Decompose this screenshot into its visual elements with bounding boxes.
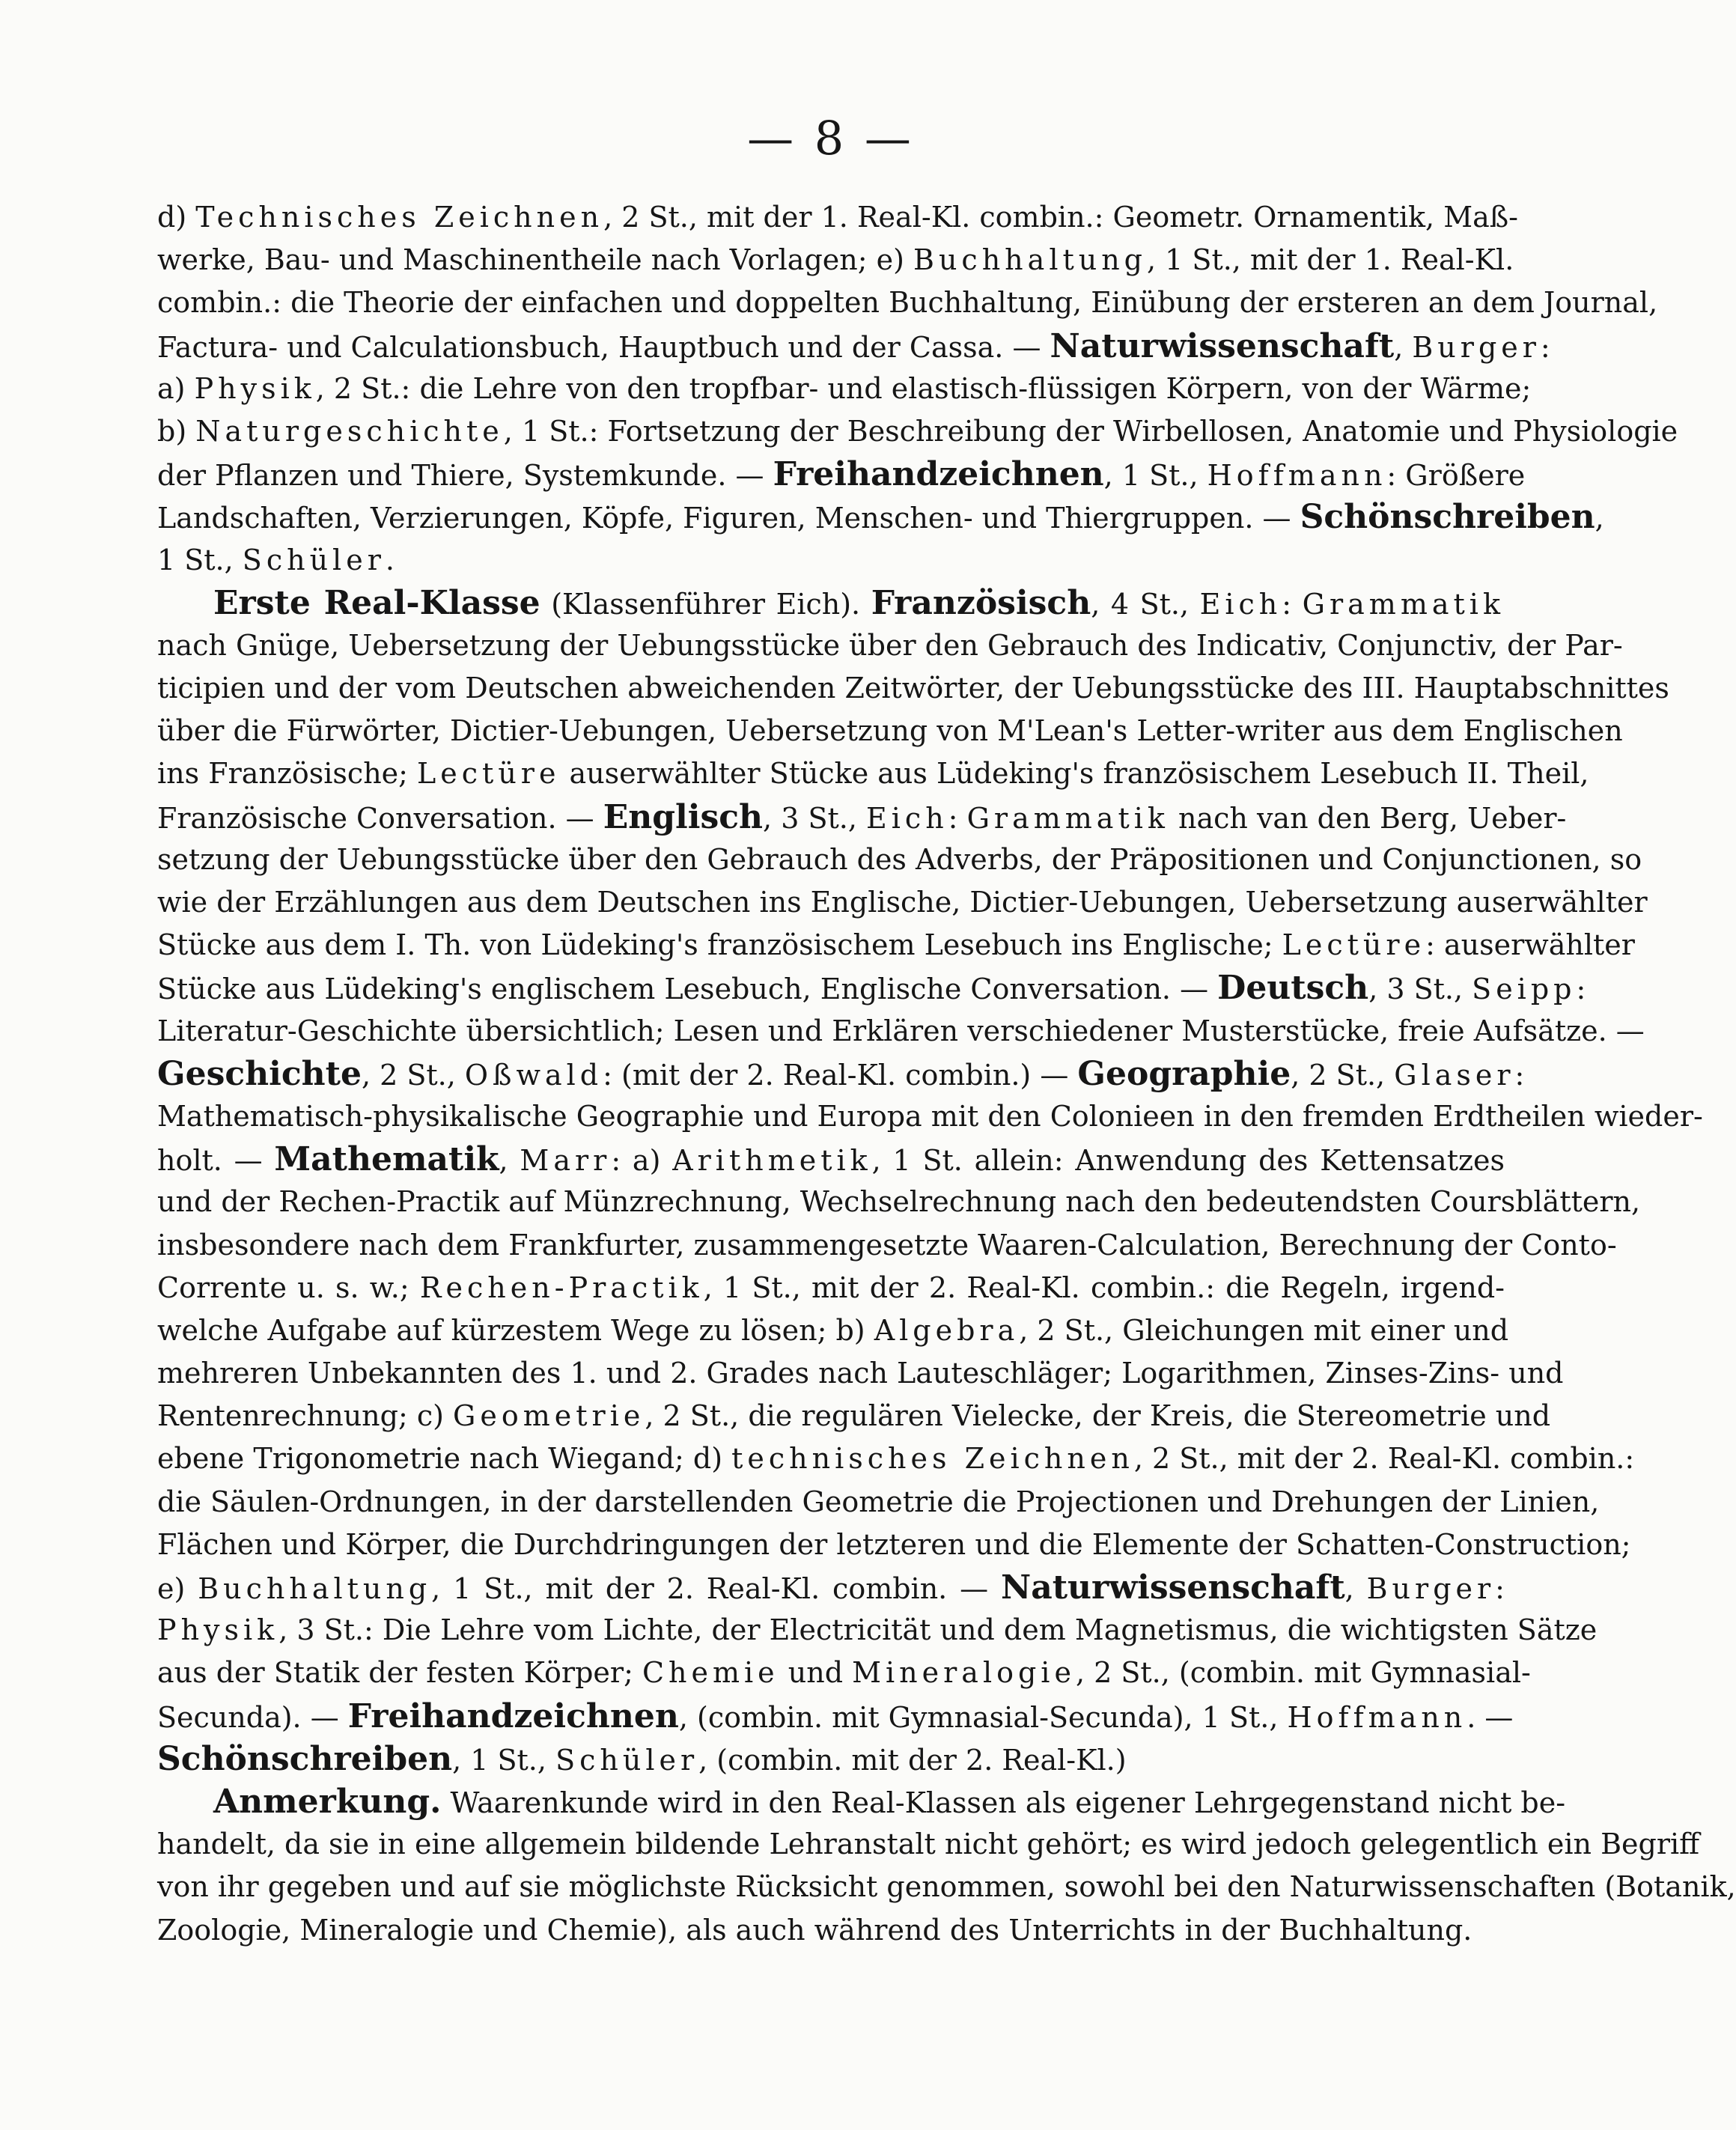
subject-heading: Englisch	[603, 797, 764, 836]
text-line	[157, 1866, 1736, 1908]
text-segment: , 1 St., mit der 1. Real-Kl.	[1147, 243, 1514, 277]
text-line	[157, 881, 1648, 924]
subject-heading: Französisch	[871, 583, 1091, 622]
text-segment: der Pflanzen und Thiere, Systemkunde. —	[157, 459, 773, 493]
text-segment: , 2 St.: die Lehre von den tropfbar- und elastisch-flüssigen Körpern, von der Wärme;	[315, 371, 1532, 405]
spaced-term: Physik	[157, 1613, 279, 1647]
text-line	[157, 1352, 1564, 1395]
text-segment: Französische Conversation. —	[157, 801, 603, 835]
text-line	[157, 1780, 1566, 1823]
text-segment: : Größere	[1386, 459, 1526, 493]
subject-heading: Erste Real-Klasse	[213, 583, 540, 622]
text-segment: , 2 St., die regulären Vielecke, der Kreis, die Stereometrie und	[645, 1399, 1551, 1433]
text-segment: , 1 St.: Fortsetzung der Beschreibung der Wirbellosen, Anatomie und Physiologie	[503, 414, 1678, 448]
text-segment: nach van den Berg, Ueber-	[1169, 801, 1567, 835]
text-segment: auserwählter Stücke aus Lüdeking's französischem Lesebuch II. Theil,	[560, 757, 1589, 791]
text-segment: Literatur-Geschichte übersichtlich; Lesen und Erklären verschiedener Musterstücke, freie Aufsätze. —	[157, 1014, 1645, 1047]
body-text	[157, 196, 1736, 1952]
spaced-term: Algebra	[874, 1313, 1020, 1347]
spaced-term: Grammatik	[1302, 587, 1505, 621]
text-segment: , 2 St.,	[1291, 1058, 1395, 1092]
subject-heading: Deutsch	[1217, 969, 1369, 1008]
text-line	[157, 325, 1550, 368]
spaced-term: Physik	[194, 371, 316, 405]
text-segment: und der Rechen-Practik auf Münzrechnung, Wechselrechnung nach den bedeutendsten Coursblättern,	[157, 1185, 1641, 1219]
text-segment: , (combin. mit der 2. Real-Kl.)	[698, 1743, 1127, 1777]
spaced-term: Technisches Zeichnen	[195, 201, 604, 234]
spaced-term: Eich	[1199, 587, 1282, 621]
text-segment: ins Französische;	[157, 757, 418, 791]
text-segment: werke, Bau- und Maschinentheile nach Vorlagen; e)	[157, 243, 914, 277]
text-segment: :	[1282, 587, 1303, 621]
text-segment: setzung der Uebungsstücke über den Gebrauch des Adverbs, der Präpositionen und Conjunctionen, so	[157, 842, 1642, 876]
text-segment: a)	[157, 371, 195, 405]
text-segment: ebene Trigonometrie nach Wiegand; d)	[157, 1442, 732, 1476]
text-segment: Stücke aus Lüdeking's englischem Lesebuch, Englische Conversation. —	[157, 973, 1218, 1006]
text-line	[157, 1437, 1635, 1480]
spaced-term: Lectüre	[1282, 928, 1426, 962]
text-line	[157, 1909, 1505, 1952]
text-segment: , 1 St.,	[452, 1743, 556, 1777]
text-segment: Secunda). —	[157, 1700, 348, 1734]
subject-heading: Freihandzeichnen	[773, 455, 1104, 494]
text-segment: , 3 St.: Die Lehre vom Lichte, der Electricität und dem Magnetismus, die wichtigsten Sätze	[278, 1613, 1598, 1647]
text-segment: und	[779, 1656, 853, 1690]
text-line	[157, 839, 1642, 881]
text-line	[157, 1395, 1551, 1437]
text-segment: , 4 St.,	[1091, 587, 1200, 621]
text-segment: über die Fürwörter, Dictier-Uebungen, Uebersetzung von M'Lean's Letter-writer aus dem Englischen	[157, 714, 1623, 748]
text-segment: :	[1576, 973, 1586, 1006]
text-line	[157, 1481, 1600, 1524]
text-segment: (Klassenführer Eich).	[540, 587, 871, 621]
spaced-term: Burger	[1366, 1572, 1496, 1605]
text-segment: combin.: die Theorie der einfachen und doppelten Buchhaltung, Einübung der ersteren an dem Journal,	[157, 286, 1658, 320]
spaced-term: Glaser	[1394, 1058, 1515, 1092]
text-segment: Factura- und Calculationsbuch, Hauptbuch und der Cassa. —	[157, 330, 1050, 364]
text-segment: b)	[157, 414, 196, 448]
text-line	[157, 710, 1623, 752]
text-line	[157, 239, 1514, 282]
text-line	[157, 282, 1658, 324]
text-segment: e)	[157, 1572, 198, 1605]
spaced-term: Schüler	[555, 1743, 699, 1777]
text-line	[157, 539, 1505, 582]
subject-heading: Mathematik	[274, 1140, 499, 1179]
text-line	[157, 924, 1635, 967]
text-segment: Landschaften, Verzierungen, Köpfe, Figuren, Menschen- und Thiergruppen. —	[157, 502, 1300, 535]
text-segment: Waarenkunde wird in den Real-Klassen als eigener Lehrgegenstand nicht be-	[441, 1786, 1566, 1819]
spaced-term: Eich	[866, 801, 948, 835]
text-segment: mehreren Unbekannten des 1. und 2. Grades nach Lauteschläger; Logarithmen, Zinses-Zins- und	[157, 1357, 1564, 1390]
text-segment: Corrente u. s. w.;	[157, 1271, 420, 1304]
spaced-term: Mineralogie	[852, 1656, 1076, 1690]
text-line	[157, 1652, 1531, 1694]
text-segment: aus der Statik der festen Körper;	[157, 1656, 642, 1690]
spaced-term: Buchhaltung	[913, 243, 1148, 277]
text-segment: , 1 St.,	[1103, 459, 1207, 493]
spaced-term: Buchhaltung	[198, 1572, 432, 1605]
text-segment: : (mit der 2. Real-Kl. combin.) —	[603, 1058, 1078, 1092]
spaced-term: Rechen-Practik	[419, 1271, 704, 1304]
text-line	[157, 1524, 1631, 1566]
subject-heading: Naturwissenschaft	[1050, 326, 1395, 365]
subject-heading: Geschichte	[157, 1054, 362, 1093]
text-segment: Stücke aus dem I. Th. von Lüdeking's französischem Lesebuch ins Englische;	[157, 928, 1282, 962]
text-segment: , (combin. mit Gymnasial-Secunda), 1 St.,	[678, 1700, 1288, 1734]
spaced-term: Hoffmann	[1207, 459, 1387, 493]
text-line	[157, 1010, 1645, 1053]
text-segment: , 3 St.,	[1368, 973, 1472, 1006]
page-number: — 8 —	[747, 111, 914, 165]
text-segment: holt. —	[157, 1144, 275, 1178]
subject-heading: Geographie	[1077, 1054, 1291, 1093]
subject-heading: Anmerkung.	[213, 1782, 442, 1821]
text-line	[157, 796, 1567, 839]
text-segment: . —	[1467, 1700, 1514, 1734]
spaced-term: Burger	[1412, 330, 1541, 364]
spaced-term: Geometrie	[453, 1399, 645, 1433]
text-segment: , 1 St., mit der 2. Real-Kl. combin. —	[431, 1572, 1001, 1605]
text-segment: welche Aufgabe auf kürzestem Wege zu lösen; b)	[157, 1313, 874, 1347]
text-line	[157, 1309, 1509, 1352]
spaced-term: Lectüre	[417, 757, 561, 791]
subject-heading: Freihandzeichnen	[347, 1697, 679, 1735]
spaced-term: technisches Zeichnen	[731, 1442, 1134, 1476]
text-line	[157, 1224, 1617, 1267]
text-segment: ,	[1394, 330, 1413, 364]
text-segment: Flächen und Körper, die Durchdringungen der letzteren und die Elemente der Schatten-Construction;	[157, 1527, 1631, 1561]
text-line	[157, 410, 1678, 453]
text-segment: von ihr gegeben und auf sie möglichste Rücksicht genommen, sowohl bei den Naturwissenschaften (Botanik,	[157, 1870, 1736, 1904]
text-line	[157, 1695, 1514, 1738]
text-segment: ,	[1344, 1572, 1367, 1605]
text-segment: : auserwählter	[1425, 928, 1635, 962]
text-line	[157, 1138, 1505, 1181]
spaced-term: Naturgeschichte	[195, 414, 504, 448]
text-segment: .	[385, 543, 395, 576]
text-segment: die Säulen-Ordnungen, in der darstellenden Geometrie die Projectionen und Drehungen der Linien,	[157, 1485, 1600, 1518]
text-segment: wie der Erzählungen aus dem Deutschen ins Englische, Dictier-Uebungen, Uebersetzung auserwählter	[157, 886, 1648, 919]
text-segment: Rentenrechnung; c)	[157, 1399, 454, 1433]
spaced-term: Chemie	[642, 1656, 779, 1690]
text-line	[157, 624, 1623, 667]
text-segment: :	[1540, 330, 1550, 364]
text-segment: , 2 St., Gleichungen mit einer und	[1019, 1313, 1509, 1347]
text-line	[157, 1053, 1525, 1095]
text-segment: , 3 St.,	[763, 801, 867, 835]
spaced-term: Seipp	[1472, 973, 1577, 1006]
text-segment: :	[948, 801, 967, 835]
spaced-term: Schüler	[242, 543, 386, 576]
text-line	[157, 1566, 1505, 1609]
text-line	[157, 667, 1669, 710]
text-line	[157, 967, 1586, 1009]
text-line	[157, 1823, 1700, 1866]
text-segment: nach Gnüge, Uebersetzung der Uebungsstücke über den Gebrauch des Indicativ, Conjunctiv, der Par-	[157, 628, 1623, 662]
text-line	[157, 453, 1526, 496]
text-segment: :	[1514, 1058, 1525, 1092]
text-line	[157, 196, 1518, 239]
text-segment: , 1 St., mit der 2. Real-Kl. combin.: die Regeln, irgend-	[703, 1271, 1505, 1304]
text-segment: insbesondere nach dem Frankfurter, zusammengesetzte Waaren-Calculation, Berechnung der Conto-	[157, 1228, 1617, 1262]
text-segment: ,	[1595, 502, 1604, 535]
spaced-term: Grammatik	[966, 801, 1169, 835]
subject-heading: Naturwissenschaft	[1001, 1568, 1345, 1607]
text-line	[157, 1095, 1703, 1138]
text-segment: , 1 St. allein: Anwendung des Kettensatzes	[871, 1144, 1505, 1178]
text-line	[157, 1609, 1598, 1652]
text-segment: , 2 St., mit der 1. Real-Kl. combin.: Geometr. Ornamentik, Maß-	[603, 201, 1518, 234]
text-line	[157, 368, 1532, 410]
text-segment: :	[1495, 1572, 1505, 1605]
text-segment: ,	[499, 1144, 520, 1178]
text-line	[157, 496, 1604, 538]
text-segment: , 2 St., (combin. mit Gymnasial-	[1075, 1656, 1531, 1690]
text-segment: Mathematisch-physikalische Geographie und Europa mit den Colonieen in den fremden Erdtheilen wieder-	[157, 1099, 1703, 1133]
subject-heading: Schönschreiben	[157, 1739, 453, 1778]
text-segment: : a)	[611, 1144, 673, 1178]
text-segment: , 2 St.,	[361, 1058, 465, 1092]
spaced-term: Oßwald	[464, 1058, 603, 1092]
spaced-term: Hoffmann	[1287, 1700, 1467, 1734]
text-segment: , 2 St., mit der 2. Real-Kl. combin.:	[1133, 1442, 1635, 1476]
spaced-term: Marr	[520, 1144, 612, 1178]
text-line	[157, 1181, 1641, 1223]
text-segment: 1 St.,	[157, 543, 243, 576]
text-segment: Zoologie, Mineralogie und Chemie), als auch während des Unterrichts in der Buchhaltung.	[157, 1913, 1472, 1947]
text-line	[157, 1267, 1505, 1309]
subject-heading: Schönschreiben	[1300, 498, 1595, 537]
text-line	[157, 1738, 1505, 1780]
text-line	[157, 582, 1505, 624]
spaced-term: Arithmetik	[672, 1144, 872, 1178]
text-segment: handelt, da sie in eine allgemein bildende Lehranstalt nicht gehört; es wird jedoch gelegentlich ein Begriff	[157, 1828, 1700, 1861]
text-line	[157, 752, 1589, 795]
text-segment: d)	[157, 201, 196, 234]
text-segment: ticipien und der vom Deutschen abweichenden Zeitwörter, der Uebungsstücke des III. Hauptabschnittes	[157, 672, 1669, 705]
